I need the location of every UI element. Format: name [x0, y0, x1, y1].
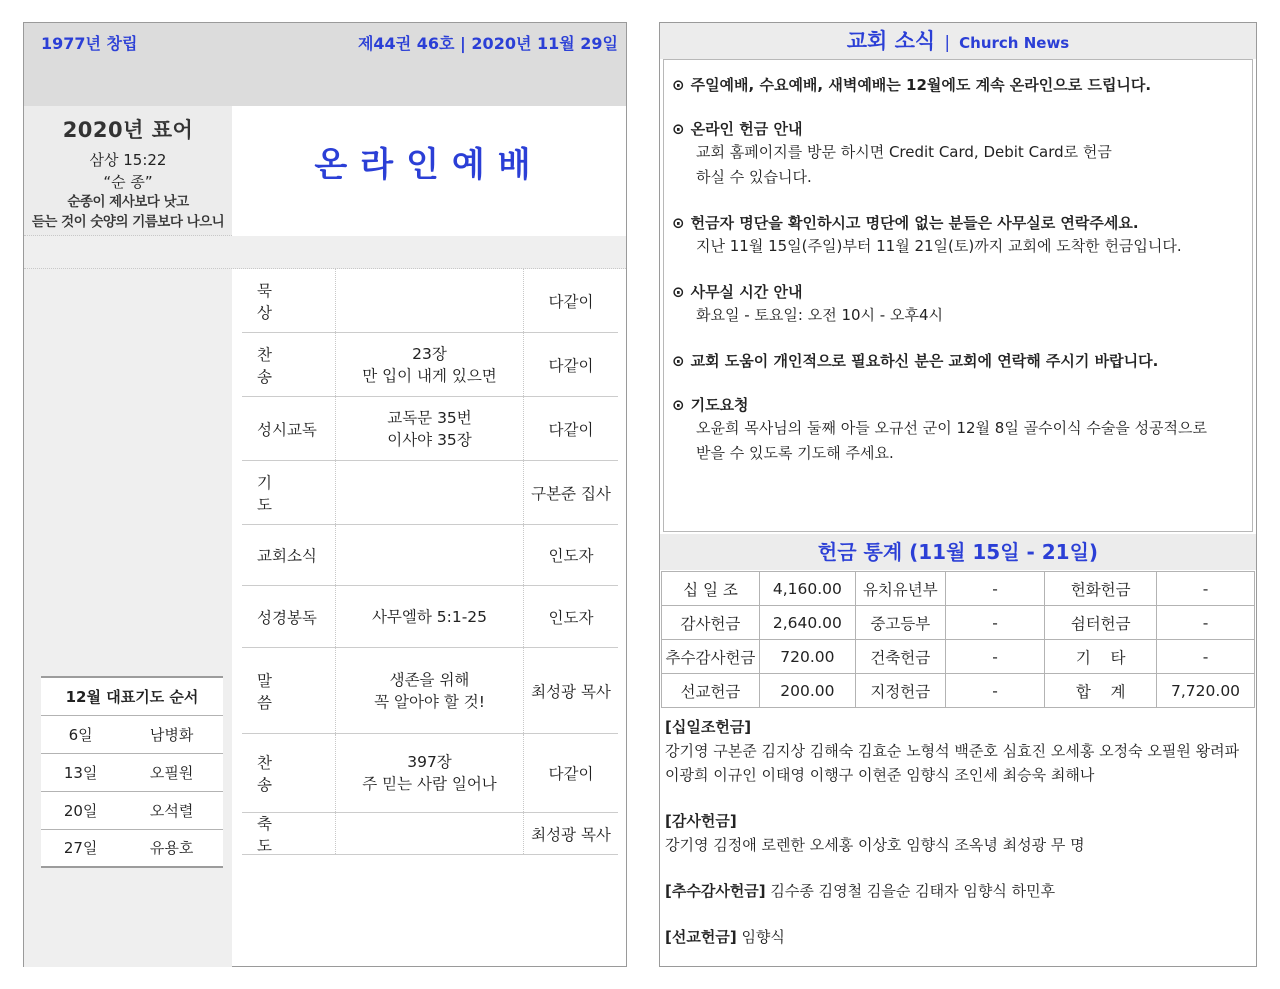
- prayer-name: 남병화: [120, 715, 223, 753]
- news-item-line: 하실 수 있습니다.: [696, 168, 812, 186]
- order-leader: 다같이: [548, 356, 594, 375]
- news-item: [672, 350, 1252, 372]
- offering-row: [662, 572, 1255, 606]
- news-item-title-text: 기도요청: [690, 396, 749, 414]
- news-item-line: 받을 수 있도록 기도해 주세요.: [696, 444, 894, 462]
- divider-band: [24, 236, 626, 269]
- order-item: 찬송: [242, 333, 336, 396]
- order-leader: 인도자: [548, 608, 594, 627]
- prayer-date: 6일: [41, 715, 120, 753]
- order-content: [336, 734, 524, 812]
- news-item-title: [672, 212, 1252, 234]
- offering-category: 유치유년부: [855, 572, 945, 606]
- prayer-date: 20일: [41, 791, 120, 829]
- bullet-icon: ⊙: [672, 76, 685, 94]
- news-item-line: 교회 홈페이지를 방문 하시면 Credit Card, Debit Card로 헌금: [696, 143, 1112, 161]
- news-item-title-text: 주일예배, 수요예배, 새벽예배는 12월에도 계속 온라인으로 드립니다.: [690, 76, 1152, 94]
- order-item: 성경봉독: [242, 586, 336, 647]
- order-leader: 인도자: [548, 547, 594, 565]
- order-content-line: 꼭 알아야 할 것!: [374, 692, 485, 711]
- prayer-row: [41, 829, 223, 867]
- donor-group: [665, 715, 1253, 787]
- prayer-row: [41, 715, 223, 753]
- bullet-icon: ⊙: [672, 352, 685, 370]
- order-content: [336, 648, 524, 733]
- donor-group-label: [감사헌금]: [665, 812, 737, 830]
- motto-title: 2020년 표어: [62, 118, 194, 142]
- news-item-line: 지난 11월 15일(주일)부터 11월 21일(토)까지 교회에 도착한 헌금입니다.: [696, 237, 1182, 255]
- offering-category: 감사헌금: [662, 606, 760, 640]
- news-item: [672, 281, 1252, 328]
- news-item: [672, 118, 1252, 190]
- prayer-row: [41, 791, 223, 829]
- donor-group-label: [선교헌금]: [665, 928, 737, 946]
- offering-amount: 200.00: [759, 674, 855, 708]
- news-item-line: 화요일 - 토요일: 오전 10시 - 오후4시: [696, 306, 943, 324]
- donor-names: 김수종 김영철 김을순 김태자 임향식 하민후: [765, 882, 1056, 900]
- bullet-icon: ⊙: [672, 283, 685, 301]
- order-row: [242, 648, 618, 734]
- news-title: 교회 소식: [846, 29, 936, 53]
- order-content-line: 만 입이 내게 있으면: [362, 366, 497, 385]
- headline: [232, 106, 626, 236]
- bullet-icon: ⊙: [672, 396, 685, 414]
- offering-category: 십 일 조: [662, 572, 760, 606]
- offering-stats-table: [661, 571, 1255, 708]
- order-content-line: 397장: [407, 753, 452, 771]
- headline-text: 온라인예배: [314, 144, 544, 185]
- offering-category: 건축헌금: [855, 640, 945, 674]
- news-item-title-text: 사무실 시간 안내: [690, 283, 803, 301]
- news-item-title: [672, 394, 1252, 416]
- news-item-title: [672, 281, 1252, 303]
- worship-order: [242, 269, 618, 855]
- offering-row: [662, 640, 1255, 674]
- donor-group-label: [추수감사헌금]: [665, 882, 766, 900]
- order-row: [242, 813, 618, 855]
- offering-category: 지정헌금: [855, 674, 945, 708]
- offering-amount: -: [1157, 640, 1255, 674]
- donor-group-label: [십일조헌금]: [665, 718, 752, 736]
- order-content: [336, 525, 524, 585]
- offering-category: 추수감사헌금: [662, 640, 760, 674]
- order-item: 성시교독: [242, 397, 336, 460]
- news-subtitle: Church News: [959, 34, 1070, 52]
- order-row: [242, 333, 618, 397]
- offering-category: 중고등부: [855, 606, 945, 640]
- offering-category: 합 계: [1045, 674, 1157, 708]
- donor-group: [665, 809, 1253, 857]
- offering-amount: -: [945, 572, 1045, 606]
- motto-box: [24, 106, 232, 236]
- order-item: 축도: [242, 813, 336, 854]
- founded-label: 1977년 창립: [41, 34, 138, 53]
- offering-amount: -: [945, 606, 1045, 640]
- order-leader: 다같이: [548, 420, 594, 439]
- issue-label: 제44권 46호 | 2020년 11월 29일: [357, 34, 618, 53]
- order-leader: 구본준 집사: [531, 484, 611, 503]
- order-row: [242, 734, 618, 813]
- donor-names: 강기영 김정애 로렌한 오세홍 이상호 임향식 조옥녕 최성광 무 명: [665, 836, 1085, 854]
- offering-row: [662, 674, 1255, 708]
- news-item: [672, 394, 1252, 466]
- prayer-name: 오필원: [120, 753, 223, 791]
- motto-line: 순종이 제사보다 낫고: [67, 194, 189, 210]
- order-leader: 최성광 목사: [531, 825, 611, 844]
- news-item-title-text: 교회 도움이 개인적으로 필요하신 분은 교회에 연락해 주시기 바랍니다.: [690, 352, 1159, 370]
- prayer-name: 오석렬: [120, 791, 223, 829]
- news-item-title: [672, 350, 1252, 372]
- order-row: [242, 397, 618, 461]
- offering-amount: -: [1157, 606, 1255, 640]
- order-item: 교회소식: [242, 525, 336, 585]
- news-item-title: [672, 74, 1252, 96]
- motto-subtitle: “순 종”: [103, 173, 153, 191]
- order-content-line: 사무엘하 5:1-25: [371, 607, 488, 626]
- order-leader: 다같이: [548, 765, 594, 783]
- prayer-date: 27일: [41, 829, 120, 867]
- order-content: [336, 586, 524, 647]
- order-leader: 최성광 목사: [531, 682, 611, 701]
- left-page: [23, 22, 627, 967]
- order-content-line: 생존을 위해: [389, 670, 470, 689]
- order-row: [242, 525, 618, 586]
- order-content-line: 주 믿는 사람 일어나: [362, 775, 497, 793]
- donor-group: [665, 925, 1253, 949]
- order-content-line: 23장: [412, 344, 447, 363]
- order-content: [336, 333, 524, 396]
- news-item: [672, 74, 1252, 96]
- offering-amount: 2,640.00: [759, 606, 855, 640]
- right-page: [659, 22, 1257, 967]
- offering-category: 헌화헌금: [1045, 572, 1157, 606]
- order-row: [242, 586, 618, 648]
- offering-row: [662, 606, 1255, 640]
- order-content: [336, 397, 524, 460]
- motto-line: 듣는 것이 숫양의 기름보다 나으니: [31, 214, 225, 230]
- motto-verse: 삼상 15:22: [89, 151, 167, 169]
- order-content-line: 이사야 35장: [387, 430, 472, 449]
- offering-amount: -: [1157, 572, 1255, 606]
- order-item: 기도: [242, 461, 336, 524]
- news-list: [663, 59, 1253, 532]
- donor-list: [665, 715, 1253, 971]
- offering-amount: -: [945, 640, 1045, 674]
- news-item-title-text: 온라인 헌금 안내: [690, 120, 803, 138]
- donor-names: 강기영 구본준 김지상 김해숙 김효순 노형석 백준호 심효진 오세홍 오정숙 오필원 왕려파 이광희 이규인 이태영 이행구 이현준 임향식 조인세 최승욱 최해나: [665, 742, 1240, 784]
- bullet-icon: ⊙: [672, 120, 685, 138]
- offering-amount: 4,160.00: [759, 572, 855, 606]
- prayer-row: [41, 753, 223, 791]
- order-row: [242, 461, 618, 525]
- order-content-line: 교독문 35번: [387, 408, 472, 427]
- donor-group: [665, 879, 1253, 903]
- order-item: 묵상: [242, 269, 336, 332]
- offering-category: 선교헌금: [662, 674, 760, 708]
- order-content: [336, 813, 524, 854]
- prayer-name: 유용호: [120, 829, 223, 867]
- prayer-date: 13일: [41, 753, 120, 791]
- offering-category: 기 타: [1045, 640, 1157, 674]
- donor-names: 임향식: [736, 928, 785, 946]
- news-item-title-text: 헌금자 명단을 확인하시고 명단에 없는 분들은 사무실로 연락주세요.: [690, 214, 1139, 232]
- order-item: 말씀: [242, 648, 336, 733]
- news-item-title: [672, 118, 1252, 140]
- order-leader: 다같이: [548, 292, 594, 311]
- masthead: [24, 23, 626, 106]
- offering-category: 쉼터헌금: [1045, 606, 1157, 640]
- news-item-line: 오윤희 목사님의 둘째 아들 오규선 군이 12월 8일 골수이식 수술을 성공적으로: [696, 419, 1208, 437]
- news-header: [660, 23, 1256, 59]
- order-item: 찬송: [242, 734, 336, 812]
- order-row: [242, 269, 618, 333]
- prayer-schedule-table: [41, 676, 223, 868]
- offering-amount: -: [945, 674, 1045, 708]
- offering-amount: 720.00: [759, 640, 855, 674]
- order-content: [336, 269, 524, 332]
- order-content: [336, 461, 524, 524]
- bullet-icon: ⊙: [672, 214, 685, 232]
- news-separator: |: [944, 33, 951, 53]
- prayer-schedule-header: 12월 대표기도 순서: [41, 677, 223, 715]
- offering-title: 헌금 통계 (11월 15일 - 21일): [660, 534, 1256, 570]
- offering-amount: 7,720.00: [1157, 674, 1255, 708]
- news-item: [672, 212, 1252, 259]
